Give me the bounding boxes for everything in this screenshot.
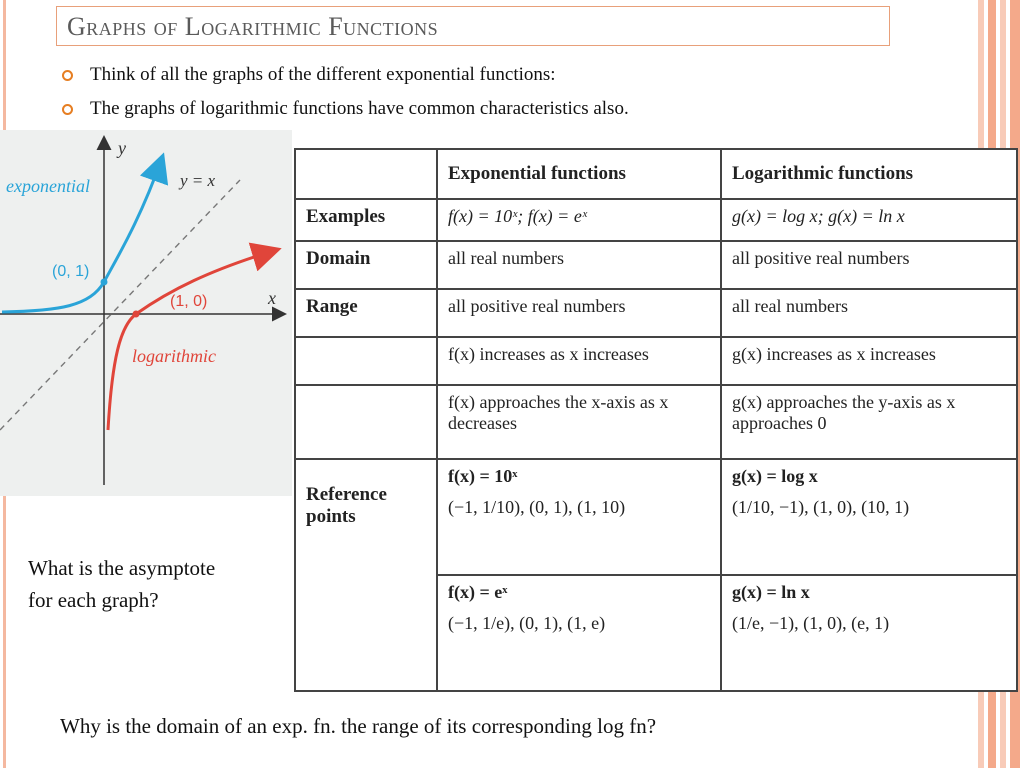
table-header-cell [295, 149, 437, 199]
table-row [295, 199, 1017, 241]
exp-point-label: (0, 1) [52, 263, 90, 280]
reference-points: (−1, 1/10), (0, 1), (1, 10) [448, 497, 626, 517]
graph-svg [0, 130, 292, 496]
bullet-text: The graphs of logarithmic functions have common characteristics also. [90, 98, 629, 119]
table-cell [721, 575, 1017, 691]
row-label [295, 337, 437, 385]
reference-function: g(x) = log x [732, 466, 818, 486]
table-row [295, 241, 1017, 289]
table-cell [437, 459, 721, 575]
table-row [295, 459, 1017, 575]
table-cell: g(x) approaches the y-axis as x approaches 0 [721, 385, 1017, 459]
table-cell: all real numbers [437, 241, 721, 289]
x-axis-label: x [268, 288, 276, 308]
row-label: Domain [295, 241, 437, 289]
bullet-circle-icon [62, 70, 73, 81]
table-row [295, 337, 1017, 385]
table-cell: g(x) = log x; g(x) = ln x [721, 199, 1017, 241]
reference-function: g(x) = ln x [732, 582, 810, 602]
reference-points: (−1, 1/e), (0, 1), (1, e) [448, 613, 606, 633]
domain-range-question: Why is the domain of an exp. fn. the range of its corresponding log fn? [60, 714, 657, 738]
table-row [295, 289, 1017, 337]
row-label: Examples [295, 199, 437, 241]
function-graph-figure [0, 130, 292, 496]
table-cell [721, 459, 1017, 575]
log-point-label: (1, 0) [170, 293, 208, 310]
table-cell: all real numbers [721, 289, 1017, 337]
exp-point-marker [101, 279, 108, 286]
table-cell [437, 575, 721, 691]
exponential-label: exponential [6, 176, 90, 196]
comparison-table [294, 148, 1018, 692]
reference-function: f(x) = eˣ [448, 582, 508, 602]
table-header-cell: Exponential functions [437, 149, 721, 199]
logarithmic-curve [108, 250, 276, 430]
title-box [56, 6, 890, 46]
logarithmic-label: logarithmic [132, 346, 216, 366]
table-header-cell: Logarithmic functions [721, 149, 1017, 199]
table-cell: f(x) = 10ˣ; f(x) = eˣ [437, 199, 721, 241]
reference-function: f(x) = 10ˣ [448, 466, 518, 486]
table-cell: g(x) increases as x increases [721, 337, 1017, 385]
asymptote-question-line1: What is the asymptote [28, 556, 216, 580]
table-header-row [295, 149, 1017, 199]
table-cell: f(x) approaches the x-axis as x decreases [437, 385, 721, 459]
table-cell: f(x) increases as x increases [437, 337, 721, 385]
row-label [295, 385, 437, 459]
log-point-marker [133, 311, 140, 318]
row-label: Reference points [295, 459, 437, 691]
bullet-text: Think of all the graphs of the different exponential functions: [90, 64, 556, 85]
table-cell: all positive real numbers [437, 289, 721, 337]
identity-line-label: y = x [180, 171, 216, 190]
row-label: Range [295, 289, 437, 337]
y-axis-label: y [118, 138, 126, 158]
slide-title: Graphs of Logarithmic Functions [67, 12, 439, 41]
reference-points: (1/e, −1), (1, 0), (e, 1) [732, 613, 890, 633]
asymptote-question-line2: for each graph? [28, 588, 159, 612]
table-cell: all positive real numbers [721, 241, 1017, 289]
reference-points: (1/10, −1), (1, 0), (10, 1) [732, 497, 910, 517]
table-row [295, 385, 1017, 459]
bullet-circle-icon [62, 104, 73, 115]
